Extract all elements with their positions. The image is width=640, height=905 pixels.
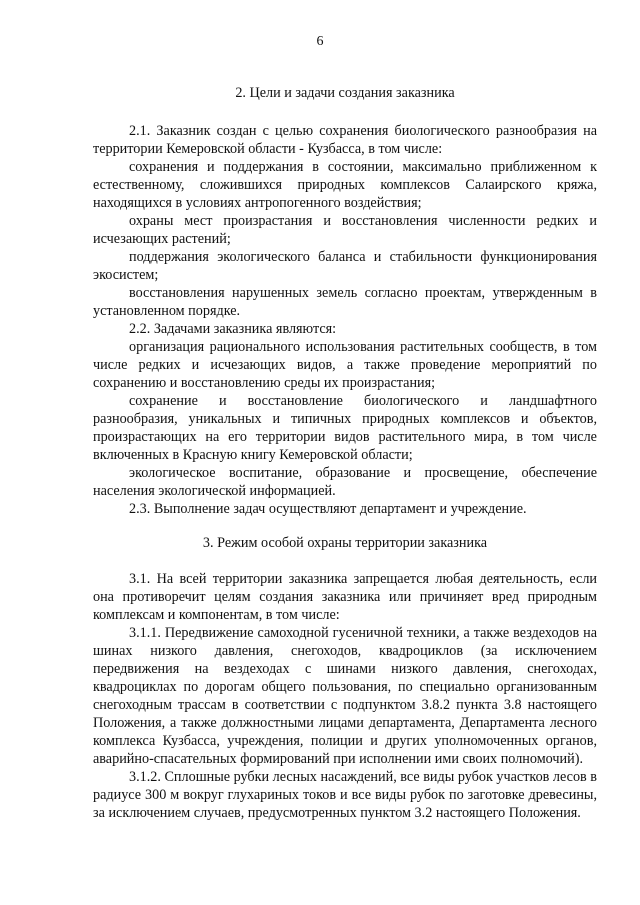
paragraph-3-1-2: 3.1.2. Сплошные рубки лесных насаждений, все виды рубок участков лесов в радиусе 300 м вокруг глухариных токов и все виды рубок по заготовке древесины, за исключением случаев, предусмотренных пунктом 3.2 настоящего Положения. bbox=[93, 769, 597, 821]
paragraph-2-1-item-1: сохранения и поддержания в состоянии, максимально приближенном к естественному, сложившихся природных комплексов Салаирского кряжа, находящихся в условиях антропогенного воздействия; bbox=[93, 159, 597, 211]
section-3-body bbox=[93, 570, 597, 822]
paragraph-2-2: 2.2. Задачами заказника являются: bbox=[129, 321, 337, 337]
paragraph-3-1: 3.1. На всей территории заказника запрещается любая деятельность, если она противоречит целям создания заказника или причиняет вред природным комплексам и компонентам, в том числе: bbox=[93, 571, 597, 623]
paragraph-2-1-item-3: поддержания экологического баланса и стабильности функционирования экосистем; bbox=[93, 249, 597, 283]
section-3-heading: 3. Режим особой охраны территории заказника bbox=[202, 535, 488, 551]
section-2-heading: 2. Цели и задачи создания заказника bbox=[235, 85, 455, 101]
document-body bbox=[93, 84, 597, 822]
paragraph-2-2-item-2: сохранение и восстановление биологического и ландшафтного разнообразия, уникальных и типичных природных комплексов и объектов, произрастающих на его территории видов растительного мира, в том числе включенных в Красную книгу Кемеровской области; bbox=[93, 393, 597, 463]
paragraph-2-2-item-1: организация рационального использования растительных сообществ, в том числе редких и исчезающих видов, а также проведение мероприятий по сохранению и восстановлению среды их произрастания; bbox=[93, 339, 597, 391]
paragraph-2-1-item-4: восстановления нарушенных земель согласно проектам, утвержденным в установленном порядке. bbox=[93, 285, 597, 319]
paragraph-2-3: 2.3. Выполнение задач осуществляют департамент и учреждение. bbox=[129, 501, 527, 517]
paragraph-2-1: 2.1. Заказник создан с целью сохранения биологического разнообразия на территории Кемеровской области - Кузбасса, в том числе: bbox=[93, 123, 597, 157]
paragraph-2-1-item-2: охраны мест произрастания и восстановления численности редких и исчезающих растений; bbox=[93, 213, 597, 247]
paragraph-2-2-item-3: экологическое воспитание, образование и просвещение, обеспечение населения экологической информацией. bbox=[93, 465, 597, 499]
page-number: 6 bbox=[316, 34, 324, 49]
section-2-body bbox=[93, 122, 597, 518]
paragraph-3-1-1: 3.1.1. Передвижение самоходной гусеничной техники, а также вездеходов на шинах низкого давления, снегоходов, квадроциклов (за исключением передвижения на вездеходах с шинами низкого давления, снегоходах, квадроциклах по дорогам общего пользования, по специально организованным снегоходным трассам в соответствии с подпунктом 3.8.2 пункта 3.8 настоящего Положения, а также должностными лицами департамента, Департамента лесного комплекса Кузбасса, учреждения, полиции и других уполномоченных органов, аварийно-спасательных формирований при исполнении ими своих полномочий). bbox=[93, 625, 597, 767]
